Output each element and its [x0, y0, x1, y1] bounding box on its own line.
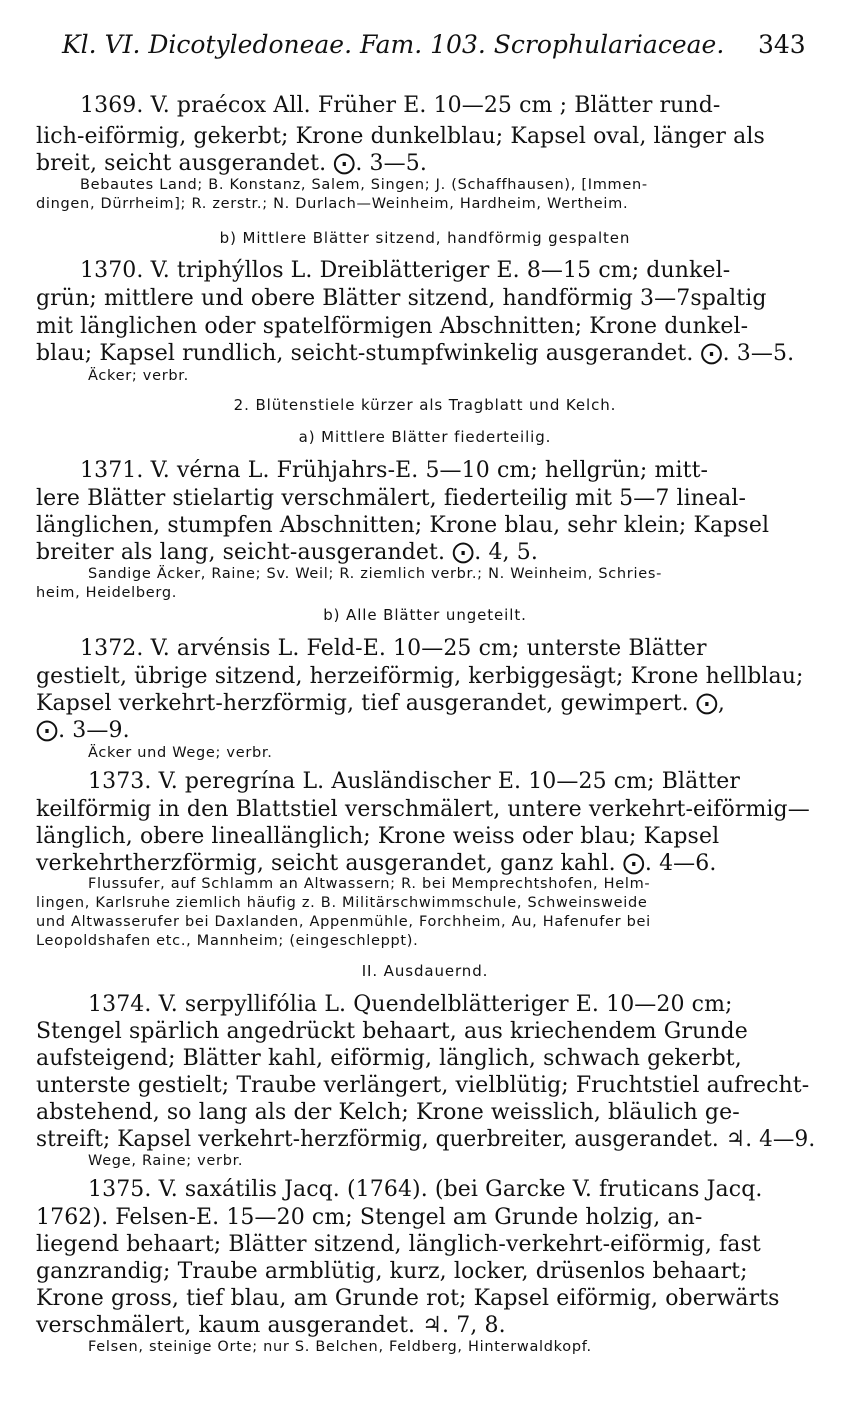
text-line: länglichen, stumpfen Abschnitten; Krone blau, sehr klein; Kapsel — [36, 513, 770, 538]
text-line: 1762). Felsen-E. 15—20 cm; Stengel am Grunde holzig, an- — [36, 1205, 703, 1230]
text-line: blau; Kapsel rundlich, seicht-stumpfwinkelig ausgerandet. ⨀. 3—5. — [36, 341, 795, 366]
text-line: verkehrtherzförmig, seicht ausgerandet, ganz kahl. ⨀. 4—6. — [36, 851, 717, 876]
text-line: dingen, Dürrheim]; R. zerstr.; N. Durlach—Weinheim, Hardheim, Wertheim. — [36, 196, 629, 212]
text-line: aufsteigend; Blätter kahl, eiförmig, länglich, schwach gekerbt, — [36, 1046, 742, 1071]
text-line: und Altwasserufer bei Daxlanden, Appenmühle, Forchheim, Au, Hafenufer bei — [36, 914, 651, 930]
text-line: 1374. V. serpyllifólia L. Quendelblätteriger E. 10—20 cm; — [88, 992, 733, 1017]
running-header-title: Kl. VI. Dicotyledoneae. Fam. 103. Scrophulariaceae. — [62, 30, 725, 59]
text-line: 1369. V. praécox All. Früher E. 10—25 cm ; Blätter rund- — [80, 93, 721, 118]
text-line: lingen, Karlsruhe ziemlich häufig z. B. Militärschwimmschule, Schweinsweide — [36, 895, 648, 911]
text-line: liegend behaart; Blätter sitzend, länglich-verkehrt-eiförmig, fast — [36, 1232, 761, 1257]
text-line: Wege, Raine; verbr. — [88, 1153, 244, 1169]
text-line: heim, Heidelberg. — [36, 585, 178, 601]
text-line: verschmälert, kaum ausgerandet. ♃. 7, 8. — [36, 1313, 506, 1338]
text-line: Leopoldshafen etc., Mannheim; (eingeschleppt). — [36, 933, 419, 949]
text-line: grün; mittlere und obere Blätter sitzend, handförmig 3—7spaltig — [36, 286, 767, 311]
text-line: Stengel spärlich angedrückt behaart, aus kriechendem Grunde — [36, 1019, 748, 1044]
text-line: lich-eiförmig, gekerbt; Krone dunkelblau; Kapsel oval, länger als — [36, 124, 765, 149]
text-line: Äcker; verbr. — [88, 368, 189, 384]
page-number: 343 — [758, 30, 806, 59]
text-line: b) Mittlere Blätter sitzend, handförmig gespalten — [219, 229, 631, 247]
text-line: 1373. V. peregrína L. Ausländischer E. 10—25 cm; Blätter — [88, 769, 740, 794]
text-line: 1370. V. triphýllos L. Dreiblätteriger E. 8—15 cm; dunkel- — [80, 258, 731, 283]
text-line: Krone gross, tief blau, am Grunde rot; Kapsel eiförmig, oberwärts — [36, 1286, 780, 1311]
text-line: II. Ausdauernd. — [361, 962, 489, 980]
text-line: ⨀. 3—9. — [36, 718, 130, 743]
text-line: Sandige Äcker, Raine; Sv. Weil; R. ziemlich verbr.; N. Weinheim, Schries- — [88, 566, 663, 582]
text-line: länglich, obere lineallänglich; Krone weiss oder blau; Kapsel — [36, 824, 720, 849]
text-line: Kapsel verkehrt-herzförmig, tief ausgerandet, gewimpert. ⨀, — [36, 691, 726, 716]
text-line: unterste gestielt; Traube verlängert, vielblütig; Fruchtstiel aufrecht- — [36, 1073, 810, 1098]
text-line: breit, seicht ausgerandet. ⨀. 3—5. — [36, 151, 427, 176]
text-line: keilförmig in den Blattstiel verschmälert, untere verkehrt-eiförmig— — [36, 797, 810, 822]
text-line: 1371. V. vérna L. Frühjahrs-E. 5—10 cm; hellgrün; mitt- — [80, 458, 709, 483]
text-line: 1372. V. arvénsis L. Feld-E. 10—25 cm; unterste Blätter — [80, 636, 707, 661]
text-line: ganzrandig; Traube armblütig, kurz, locker, drüsenlos behaart; — [36, 1259, 748, 1284]
text-line: gestielt, übrige sitzend, herzeiförmig, kerbiggesägt; Krone hellblau; — [36, 664, 804, 689]
text-line: Flussufer, auf Schlamm an Altwassern; R. bei Memprechtshofen, Helm- — [88, 876, 651, 892]
text-line: abstehend, so lang als der Kelch; Krone weisslich, bläulich ge- — [36, 1100, 740, 1125]
text-line: mit länglichen oder spatelförmigen Abschnitten; Krone dunkel- — [36, 314, 749, 339]
text-line: lere Blätter stielartig verschmälert, fiederteilig mit 5—7 lineal- — [36, 486, 747, 511]
text-line: Äcker und Wege; verbr. — [88, 745, 273, 761]
text-line: 1375. V. saxátilis Jacq. (1764). (bei Garcke V. fruticans Jacq. — [88, 1177, 763, 1202]
text-line: b) Alle Blätter ungeteilt. — [323, 606, 527, 624]
text-line: Felsen, steinige Orte; nur S. Belchen, Feldberg, Hinterwaldkopf. — [88, 1339, 592, 1355]
text-line: streift; Kapsel verkehrt-herzförmig, querbreiter, ausgerandet. ♃. 4—9. — [36, 1127, 816, 1152]
text-line: 2. Blütenstiele kürzer als Tragblatt und Kelch. — [233, 396, 617, 414]
text-line: Bebautes Land; B. Konstanz, Salem, Singen; J. (Schaffhausen), [Immen- — [80, 177, 648, 193]
text-line: a) Mittlere Blätter fiederteilig. — [298, 428, 552, 446]
text-line: breiter als lang, seicht-ausgerandet. ⨀. 4, 5. — [36, 540, 538, 565]
